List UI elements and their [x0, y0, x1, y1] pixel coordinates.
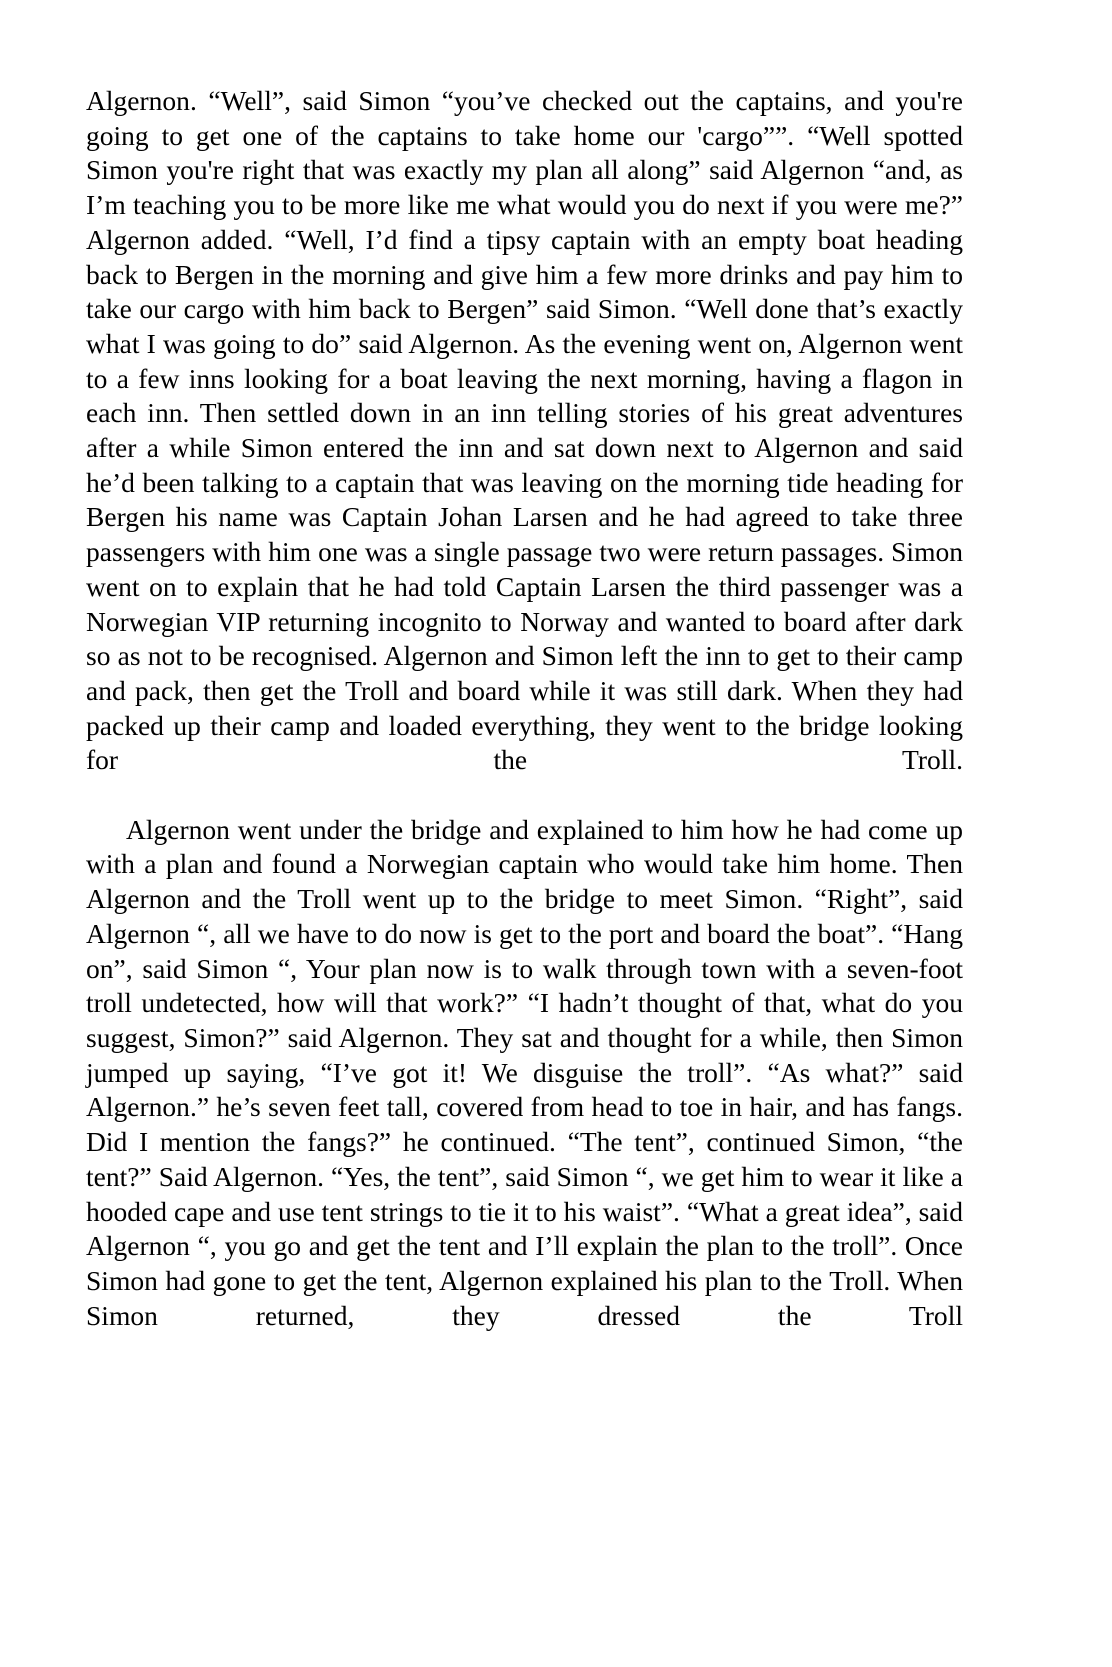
- page-text-block: [86, 84, 963, 1368]
- body-paragraph-1: Algernon. “Well”, said Simon “you’ve checked out the captains, and you're going to get one of the captains to take home our 'cargo””. “Well spotted Simon you're right that was exactly my plan all along” said Algernon “and, as I’m teaching you to be more like me what would you do next if you were me?” Algernon added. “Well, I’d find a tipsy captain with an empty boat heading back to Bergen in the morning and give him a few more drinks and pay him to take our cargo with him back to Bergen” said Simon. “Well done that’s exactly what I was going to do” said Algernon. As the evening went on, Algernon went to a few inns looking for a boat leaving the next morning, having a flagon in each inn. Then settled down in an inn telling stories of his great adventures after a while Simon entered the inn and sat down next to Algernon and said he’d been talking to a captain that was leaving on the morning tide heading for Bergen his name was Captain Johan Larsen and he had agreed to take three passengers with him one was a single passage two were return passages. Simon went on to explain that he had told Captain Larsen the third passenger was a Norwegian VIP returning incognito to Norway and wanted to board after dark so as not to be recognised. Algernon and Simon left the inn to get to their camp and pack, then get the Troll and board while it was still dark. When they had packed up their camp and loaded everything, they went to the bridge looking for the Troll.: [86, 85, 963, 776]
- body-paragraph-2: Algernon went under the bridge and explained to him how he had come up with a plan and found a Norwegian captain who would take him home. Then Algernon and the Troll went up to the bridge to meet Simon. “Right”, said Algernon “, all we have to do now is get to the port and board the boat”. “Hang on”, said Simon “, Your plan now is to walk through town with a seven-foot troll undetected, how will that work?” “I hadn’t thought of that, what do you suggest, Simon?” said Algernon. They sat and thought for a while, then Simon jumped up saying, “I’ve got it! We disguise the troll”. “As what?” said Algernon.” he’s seven feet tall, covered from head to toe in hair, and has fangs. Did I mention the fangs?” he continued. “The tent”, continued Simon, “the tent?” Said Algernon. “Yes, the tent”, said Simon “, we get him to wear it like a hooded cape and use tent strings to tie it to his waist”. “What a great idea”, said Algernon “, you go and get the tent and I’ll explain the plan to the troll”. Once Simon had gone to get the tent, Algernon explained his plan to the Troll. When Simon returned, they dressed the Troll: [86, 813, 963, 1331]
